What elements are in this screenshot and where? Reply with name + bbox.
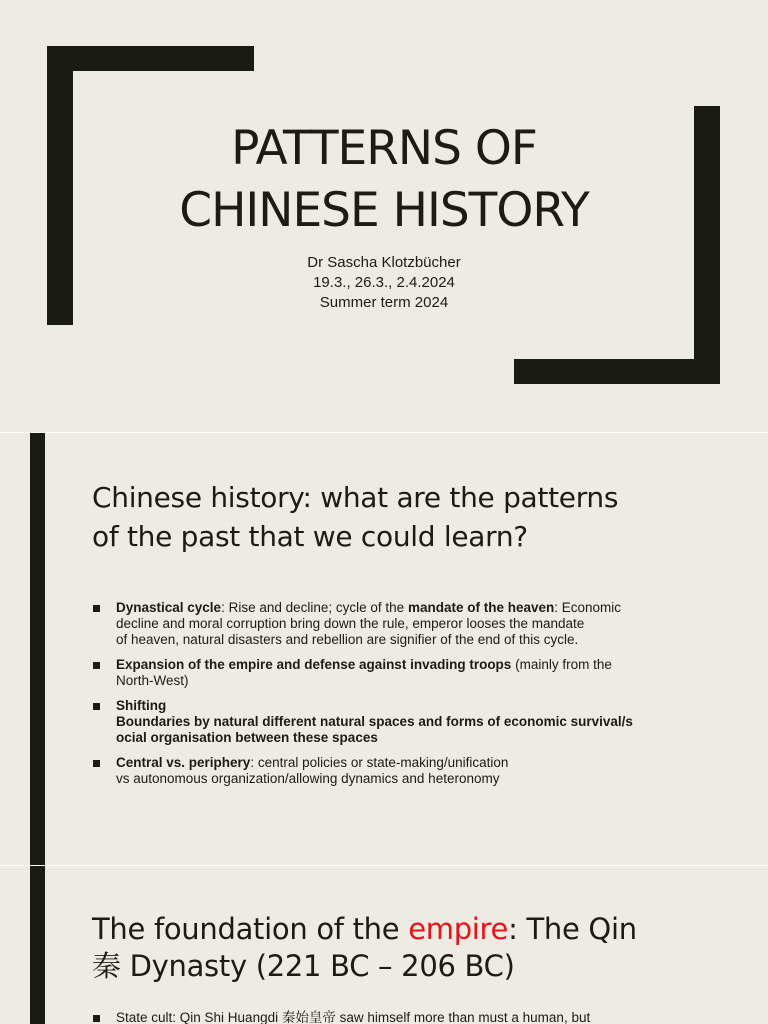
bullet-text: (mainly from the — [511, 657, 612, 672]
term: Summer term 2024 — [319, 294, 449, 311]
bullet-line: North-West) — [116, 673, 189, 688]
slide-patterns — [0, 433, 768, 865]
title-line: PATTERNS OF — [231, 121, 537, 176]
term-shifting: Shifting — [116, 698, 167, 713]
list-item — [92, 698, 682, 746]
bullet-text: : Rise and decline; cycle of the — [221, 600, 408, 615]
bullet-line: vs autonomous organization/allowing dynamics and heteronomy — [116, 771, 500, 786]
bullet-line: Boundaries by natural different natural spaces and forms of economic survival/s — [116, 714, 633, 729]
heading-line: of the past that we could learn? — [92, 520, 528, 553]
bullet-text: : Economic — [554, 600, 622, 615]
term-dynastical-cycle: Dynastical cycle — [116, 600, 222, 615]
presentation-title — [0, 118, 768, 242]
term-mandate: mandate of the heaven — [407, 600, 555, 615]
list-item — [92, 657, 682, 689]
heading-text: : The Qin — [508, 912, 637, 946]
heading-line — [92, 911, 732, 948]
bullet-line: of heaven, natural disasters and rebellion are signifier of the end of this cycle. — [116, 632, 579, 647]
frame-top-left-horizontal — [47, 46, 254, 71]
side-accent-bar — [30, 433, 45, 865]
bullet-list — [92, 1010, 682, 1024]
bullet-text: : central policies or state-making/unification — [250, 755, 509, 770]
bullet-line: decline and moral corruption bring down the rule, emperor looses the mandate — [116, 616, 585, 631]
slide-title — [0, 0, 768, 432]
list-item — [92, 600, 682, 648]
slide-heading — [92, 478, 732, 556]
list-item — [92, 755, 682, 787]
presentation-subtitle — [0, 253, 768, 313]
author: Dr Sascha Klotzbücher — [307, 254, 461, 271]
slide-qin-dynasty — [0, 866, 768, 1024]
title-line: CHINESE HISTORY — [179, 183, 589, 238]
heading-text: The foundation of the — [92, 912, 409, 946]
term-expansion: Expansion of the empire and defense against invading troops — [116, 657, 512, 672]
bullet-line: ocial organisation between these spaces — [116, 730, 378, 745]
dates: 19.3., 26.3., 2.4.2024 — [313, 274, 455, 291]
heading-line: 秦 Dynasty (221 BC – 206 BC) — [92, 949, 515, 983]
heading-highlight-empire: empire — [408, 912, 509, 946]
term-central-periphery: Central vs. periphery — [116, 755, 251, 770]
side-accent-bar — [30, 866, 45, 1024]
slide-heading — [92, 911, 732, 985]
bullet-list — [92, 600, 682, 796]
list-item: State cult: Qin Shi Huangdi 秦始皇帝 saw himself more than must a human, but — [92, 1010, 682, 1024]
frame-bottom-right-horizontal — [514, 359, 720, 384]
heading-line: Chinese history: what are the patterns — [92, 481, 619, 514]
